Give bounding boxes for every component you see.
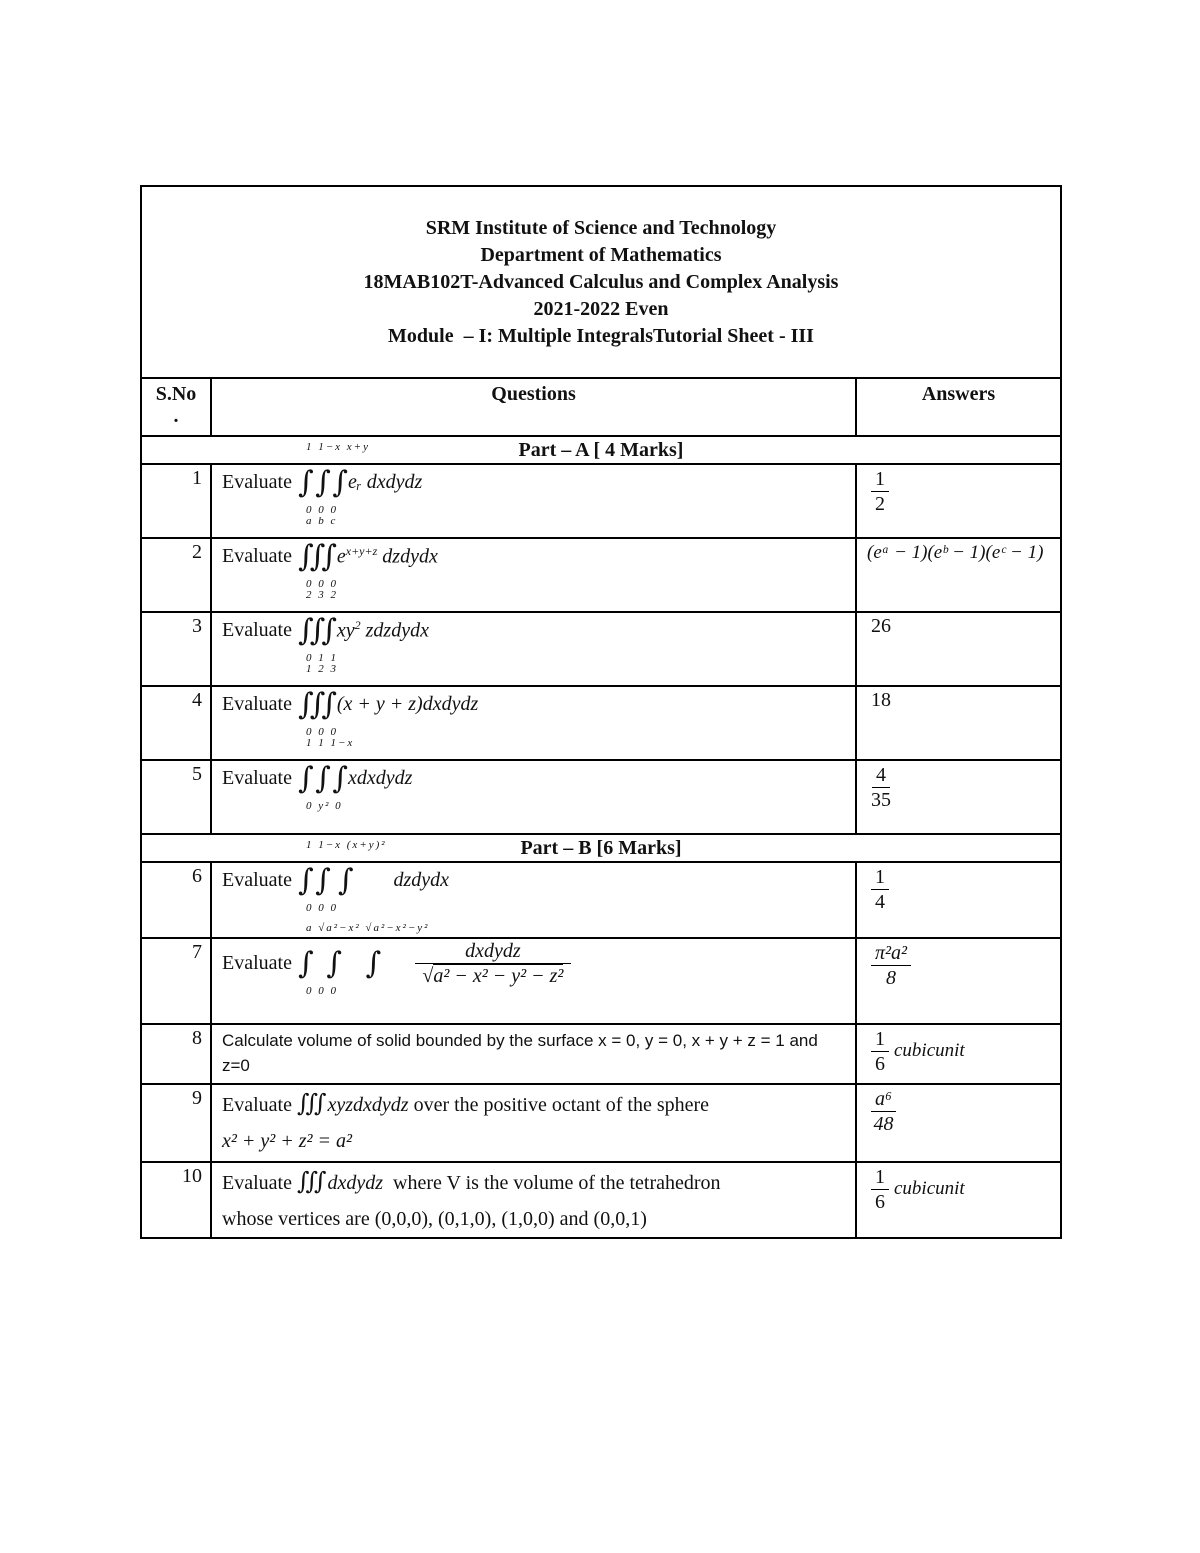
table-row — [141, 1084, 1061, 1162]
upper-limits: a √a²−x² √a²−x²−y² — [305, 922, 430, 934]
question-number: 8 — [141, 1024, 211, 1084]
integrand: eᵣ dxdydz — [347, 471, 423, 493]
triple-integral: a b c ∫∫∫ 0 0 0 — [297, 515, 338, 590]
answer-cell — [856, 464, 1061, 538]
questions-header: Questions — [211, 378, 856, 436]
answer-cell — [856, 862, 1061, 938]
integrand: xyzdxdydz — [327, 1094, 409, 1116]
question-cell — [211, 1084, 856, 1162]
course-title: 18MAB102T-Advanced Calculus and Complex Analysis — [363, 270, 839, 293]
answer-cell — [856, 686, 1061, 760]
question-number: 4 — [141, 686, 211, 760]
evaluate-label: Evaluate — [222, 619, 292, 641]
table-row — [141, 760, 1061, 834]
evaluate-label: Evaluate — [222, 693, 292, 715]
evaluate-label: Evaluate — [222, 545, 292, 567]
answer-numerator: a⁶ — [871, 1087, 896, 1112]
triple-integral: a √a²−x² √a²−x²−y² ∫ ∫ ∫ 0 0 0 — [297, 922, 430, 997]
question-number: 9 — [141, 1084, 211, 1162]
answer-unit: cubicunit — [894, 1040, 965, 1062]
integrand: xdxdydz — [347, 767, 413, 789]
upper-limits: 1 1−x (x+y)² — [305, 839, 387, 851]
question-cell — [211, 1024, 856, 1084]
lower-limits: 0 0 0 — [305, 578, 338, 590]
question-number: 6 — [141, 862, 211, 938]
answer-numerator: 1 — [871, 1165, 889, 1190]
answer-cell — [856, 1024, 1061, 1084]
evaluate-label: Evaluate — [222, 1094, 292, 1116]
question-text: Calculate volume of solid bounded by the surface x = 0, y = 0, x + y + z = 1 and z=0 — [222, 1031, 818, 1075]
evaluate-label: Evaluate — [222, 471, 292, 493]
question-cell — [211, 922, 856, 1024]
answer-value: (eᵃ − 1)(eᵇ − 1)(eᶜ − 1) — [867, 542, 1044, 563]
answer-denominator: 2 — [875, 493, 885, 515]
triple-integral-sign: ∫∫∫ — [296, 1089, 323, 1117]
answer-denominator: 8 — [886, 967, 896, 989]
question-text: over the positive octant of the sphere — [408, 1094, 710, 1116]
table-row — [141, 1024, 1061, 1084]
answer-cell — [856, 938, 1061, 1024]
answer-numerator: 4 — [872, 763, 890, 788]
table-row — [141, 686, 1061, 760]
answer-fraction — [871, 865, 889, 914]
question-number: 5 — [141, 760, 211, 834]
sno-header — [141, 378, 211, 436]
evaluate-label: Evaluate — [222, 869, 292, 891]
answer-denominator: 48 — [873, 1113, 894, 1135]
lower-limits: 0 0 0 — [305, 985, 338, 997]
evaluate-label: Evaluate — [222, 1172, 292, 1194]
integrand-numerator: dxdydz — [415, 939, 571, 964]
question-text-line2: whose vertices are (0,0,0), (0,1,0), (1,0,0) and (0,0,1) — [222, 1208, 647, 1230]
question-text: where V is the volume of the tetrahedron — [383, 1172, 721, 1194]
answer-numerator: 1 — [871, 865, 889, 890]
table-row — [141, 612, 1061, 686]
table-row — [141, 862, 1061, 938]
triple-integral: 1 1−x (x+y)² ∫ ∫ ∫ 0 0 0 — [297, 839, 387, 914]
answer-fraction — [871, 1165, 889, 1214]
triple-integral: 1 2 3 ∫∫∫ 0 0 0 — [297, 663, 338, 738]
part-a-heading: Part – A [ 4 Marks] — [141, 436, 1061, 464]
upper-limits: 1 1 1−x — [305, 737, 355, 749]
table-row — [141, 464, 1061, 538]
answer-cell — [856, 612, 1061, 686]
evaluate-label: Evaluate — [222, 952, 292, 974]
triple-integral: 2 3 2 ∫∫∫ 0 1 1 — [297, 589, 338, 664]
answer-unit: cubicunit — [894, 1178, 965, 1200]
upper-limits: 1 2 3 — [305, 663, 338, 675]
sheet-header — [141, 186, 1061, 378]
answer-fraction — [871, 1087, 896, 1136]
answer-value: 18 — [871, 689, 891, 711]
column-header-row — [141, 378, 1061, 436]
answer-numerator: 1 — [871, 467, 889, 492]
table-row — [141, 538, 1061, 612]
sno-header-dot: . — [173, 405, 179, 427]
answer-cell — [856, 760, 1061, 834]
triple-integral-sign: ∫∫∫ — [296, 1167, 323, 1195]
department-name: Department of Mathematics — [480, 243, 722, 266]
upper-limits: a b c — [305, 515, 338, 527]
integrand: dzdydx — [393, 869, 450, 891]
upper-limits: 1 1−x x+y — [305, 441, 370, 453]
answer-fraction — [871, 941, 911, 990]
answer-cell — [856, 538, 1061, 612]
answer-fraction — [871, 1027, 889, 1076]
answer-cell — [856, 1084, 1061, 1162]
answer-numerator: π²a² — [871, 941, 911, 966]
evaluate-label: Evaluate — [222, 767, 292, 789]
academic-session: 2021-2022 Even — [533, 297, 669, 320]
question-number: 7 — [141, 938, 211, 1024]
question-cell — [211, 1162, 856, 1238]
question-cell — [211, 737, 856, 834]
lower-limits: 0 0 0 — [305, 504, 338, 516]
answer-fraction — [871, 763, 891, 812]
answer-denominator: 4 — [875, 891, 885, 913]
tutorial-sheet-table — [140, 185, 1062, 1239]
answer-denominator: 6 — [875, 1191, 885, 1213]
question-number: 10 — [141, 1162, 211, 1238]
question-number: 1 — [141, 464, 211, 538]
answer-denominator: 35 — [871, 789, 891, 811]
answer-denominator: 6 — [875, 1053, 885, 1075]
triple-integral: 1 1−x x+y ∫ ∫ ∫ 0 0 0 — [297, 441, 370, 516]
sno-header-label: S.No — [155, 383, 197, 405]
institution-name: SRM Institute of Science and Technology — [425, 216, 777, 239]
integrand-fraction — [415, 939, 571, 988]
lower-limits: 0 0 0 — [305, 726, 338, 738]
module-title: Module – I: Multiple IntegralsTutorial Sheet - III — [388, 324, 814, 347]
lower-limits: 0 0 0 — [305, 902, 338, 914]
question-number: 2 — [141, 538, 211, 612]
answer-fraction — [871, 467, 889, 516]
integrand: (x + y + z)dxdydz — [336, 693, 479, 715]
part-b-heading: Part – B [6 Marks] — [141, 834, 1061, 862]
question-number: 3 — [141, 612, 211, 686]
answers-header: Answers — [856, 378, 1061, 436]
table-row — [141, 938, 1061, 1024]
triple-integral: 1 1 1−x ∫ ∫ ∫ 0 y² 0 — [297, 737, 355, 812]
integrand: $xy^2$ zdzdydx — [336, 618, 429, 642]
lower-limits: 0 y² 0 — [305, 800, 343, 812]
question-equation: x² + y² + z² = a² — [222, 1130, 353, 1152]
integrand: $e^{x+y+z}$ dzdydx — [336, 544, 438, 568]
answer-numerator: 1 — [871, 1027, 889, 1052]
table-row — [141, 1162, 1061, 1238]
integrand-denominator: √a² − x² − y² − z² — [422, 965, 564, 987]
integrand: dxdydz — [327, 1172, 384, 1194]
answer-cell — [856, 1162, 1061, 1238]
upper-limits: 2 3 2 — [305, 589, 338, 601]
lower-limits: 0 1 1 — [305, 652, 338, 664]
answer-value: 26 — [871, 615, 891, 637]
